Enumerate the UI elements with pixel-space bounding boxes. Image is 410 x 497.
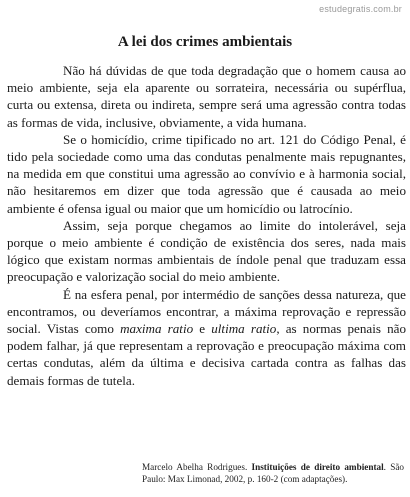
article-title: A lei dos crimes ambientais — [117, 34, 293, 50]
paragraph-4-text-after: , as normas penais não podem falhar, já que representam a reprovação e preocupação máxima com certas condutas, além da última e decisiva cartada contra as falhas das demais formas de tutela. — [7, 321, 406, 388]
source-citation — [142, 462, 404, 485]
paragraph-4-italic-maxima: maxima ratio — [120, 321, 194, 337]
paragraph-2: Se o homicídio, crime tipificado no art. 121 do Código Penal, é tido pela sociedade como uma das condutas penalmente mais repugnantes, na medida em que constitui uma agressão ao convívio e à harmonia social, não hesitaremos em dizer que toda agressão que é causada ao meio ambiente é ofensa igual ou maior que um homicídio ou latrocínio. — [7, 131, 406, 216]
paragraph-4-text-before: É na esfera penal, por intermédio de sanções dessa natureza, que encontramos, ou deveríamos encontrar, a máxima reprovação e repressão social. Vistas como — [7, 286, 406, 337]
citation-details: . São Paulo: Max Limonad, 2002, p. 160-2 (com adaptações). — [142, 462, 405, 484]
paragraph-3: Assim, seja porque chegamos ao limite do intolerável, seja porque o meio ambiente é condição de existência dos seres, nada mais lógico que existam normas ambientais de índole penal que traduzam essa preocupação e valorização social do meio ambiente. — [7, 217, 406, 285]
paragraph-4 — [7, 286, 406, 389]
paragraph-4-italic-ultima: ultima ratio — [211, 321, 277, 337]
citation-book-title: Instituições de direito ambiental — [251, 462, 384, 472]
paragraph-1: Não há dúvidas de que toda degradação que o homem causa ao meio ambiente, seja ela aparente ou sorrateira, necessária ou supérflua, curta ou extensa, direta ou indireta, sempre será uma agressão contra todas as formas de vida, inclusive, obviamente, a vida humana. — [7, 63, 406, 130]
paragraph-4-text-middle: e — [193, 321, 212, 337]
article-body — [7, 62, 406, 389]
site-watermark: estudegratis.com.br — [319, 4, 402, 14]
citation-author: Marcelo Abelha Rodrigues. — [142, 462, 248, 472]
